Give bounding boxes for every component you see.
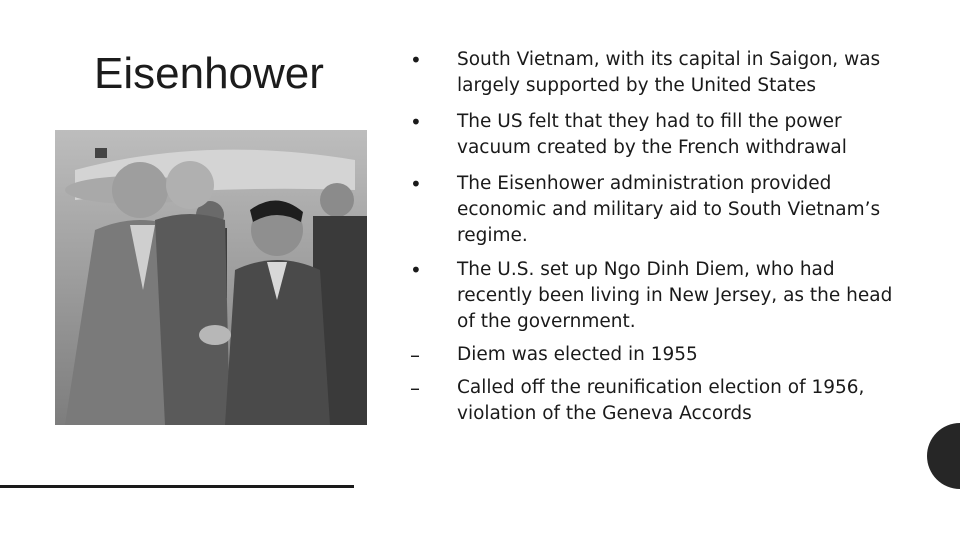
- bullet-text: South Vietnam, with its capital in Saigon, was largely supported by the United States: [457, 49, 881, 96]
- sub-bullet-text: Diem was elected in 1955: [457, 344, 698, 365]
- sub-bullet-text: Called off the reunification election of 1956, violation of the Geneva Accords: [457, 377, 865, 424]
- bullet-marker: •: [410, 258, 422, 282]
- horizontal-rule: [0, 485, 354, 488]
- photo-image: [55, 130, 367, 425]
- slide-title: Eisenhower: [94, 49, 324, 98]
- corner-circle-decoration: [927, 423, 960, 489]
- bullet-marker: •: [410, 48, 422, 72]
- bullet-text: The U.S. set up Ngo Dinh Diem, who had recently been living in New Jersey, as the head of the government.: [457, 259, 893, 332]
- dash-marker: –: [410, 376, 420, 400]
- photo: [55, 130, 367, 425]
- dash-marker: –: [410, 343, 420, 367]
- bullet-marker: •: [410, 110, 422, 134]
- bullet-marker: •: [410, 172, 422, 196]
- bullet-text: The Eisenhower administration provided economic and military aid to South Vietnam’s regime.: [457, 173, 881, 246]
- bullet-text: The US felt that they had to fill the power vacuum created by the French withdrawal: [457, 111, 847, 158]
